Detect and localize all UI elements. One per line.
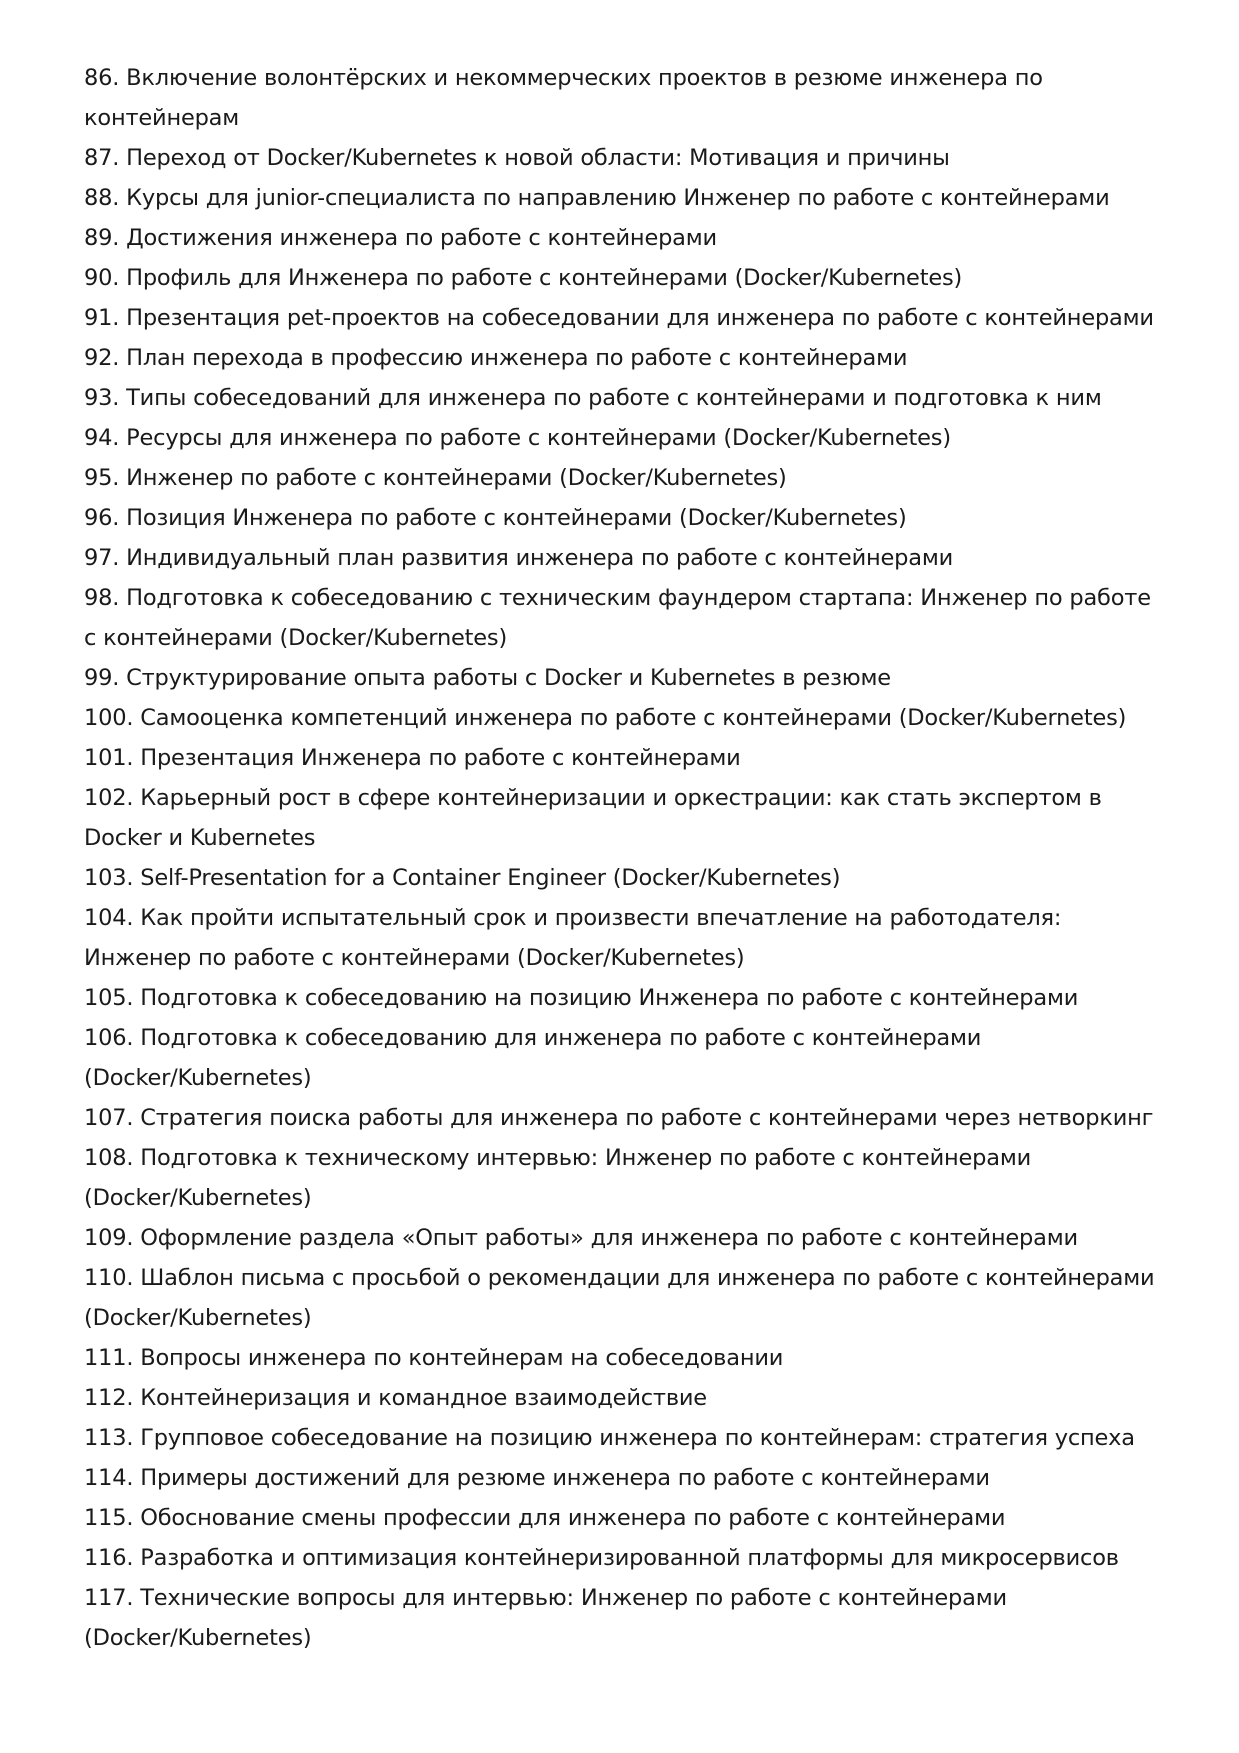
- list-item: 88. Курсы для junior-специалиста по направлению Инженер по работе с контейнерами: [84, 185, 1110, 211]
- list-item: 87. Переход от Docker/Kubernetes к новой области: Мотивация и причины: [84, 145, 950, 171]
- list-item: 98. Подготовка к собеседованию с техническим фаундером стартапа: Инженер по работе с контейнерами (Docker/Kubernetes): [84, 585, 1151, 651]
- list-item: 105. Подготовка к собеседованию на позицию Инженера по работе с контейнерами: [84, 985, 1079, 1011]
- list-item: 97. Индивидуальный план развития инженера по работе с контейнерами: [84, 545, 954, 571]
- list-item: 107. Стратегия поиска работы для инженера по работе с контейнерами через нетворкинг: [84, 1105, 1154, 1131]
- list-item: 103. Self-Presentation for a Container Engineer (Docker/Kubernetes): [84, 865, 841, 891]
- list-item: 86. Включение волонтёрских и некоммерческих проектов в резюме инженера по контейнерам: [84, 65, 1043, 131]
- list-item: 112. Контейнеризация и командное взаимодействие: [84, 1385, 707, 1411]
- list-item: 104. Как пройти испытательный срок и произвести впечатление на работодателя: Инженер по работе с контейнерами (Docker/Kubernetes): [84, 905, 1062, 971]
- list-item: 94. Ресурсы для инженера по работе с контейнерами (Docker/Kubernetes): [84, 425, 951, 451]
- list-item: 96. Позиция Инженера по работе с контейнерами (Docker/Kubernetes): [84, 505, 907, 531]
- list-item: 92. План перехода в профессию инженера по работе с контейнерами: [84, 345, 908, 371]
- list-item: 108. Подготовка к техническому интервью: Инженер по работе с контейнерами (Docker/Kubernetes): [84, 1145, 1032, 1211]
- list-item: 115. Обоснование смены профессии для инженера по работе с контейнерами: [84, 1505, 1006, 1531]
- list-item: 101. Презентация Инженера по работе с контейнерами: [84, 745, 741, 771]
- list-item: 89. Достижения инженера по работе с контейнерами: [84, 225, 717, 251]
- list-item: 106. Подготовка к собеседованию для инженера по работе с контейнерами (Docker/Kubernetes): [84, 1025, 982, 1091]
- list-item: 117. Технические вопросы для интервью: Инженер по работе с контейнерами (Docker/Kubernetes): [84, 1585, 1007, 1651]
- list-item: 99. Структурирование опыта работы с Docker и Kubernetes в резюме: [84, 665, 891, 691]
- list-item: 100. Самооценка компетенций инженера по работе с контейнерами (Docker/Kubernetes): [84, 705, 1127, 731]
- list-item: 102. Карьерный рост в сфере контейнеризации и оркестрации: как стать экспертом в Docker и Kubernetes: [84, 785, 1102, 851]
- list-item: 91. Презентация pet-проектов на собеседовании для инженера по работе с контейнерами: [84, 305, 1154, 331]
- list-item: 93. Типы собеседований для инженера по работе с контейнерами и подготовка к ним: [84, 385, 1102, 411]
- list-item: 116. Разработка и оптимизация контейнеризированной платформы для микросервисов: [84, 1545, 1119, 1571]
- list-item: 110. Шаблон письма с просьбой о рекомендации для инженера по работе с контейнерами (Docker/Kubernetes): [84, 1265, 1155, 1331]
- list-item: 111. Вопросы инженера по контейнерам на собеседовании: [84, 1345, 784, 1371]
- list-item: 95. Инженер по работе с контейнерами (Docker/Kubernetes): [84, 465, 787, 491]
- topic-list: [84, 58, 1164, 1658]
- list-item: 109. Оформление раздела «Опыт работы» для инженера по работе с контейнерами: [84, 1225, 1078, 1251]
- list-item: 114. Примеры достижений для резюме инженера по работе с контейнерами: [84, 1465, 990, 1491]
- list-item: 90. Профиль для Инженера по работе с контейнерами (Docker/Kubernetes): [84, 265, 963, 291]
- document-page: [84, 58, 1164, 1658]
- list-item: 113. Групповое собеседование на позицию инженера по контейнерам: стратегия успеха: [84, 1425, 1135, 1451]
